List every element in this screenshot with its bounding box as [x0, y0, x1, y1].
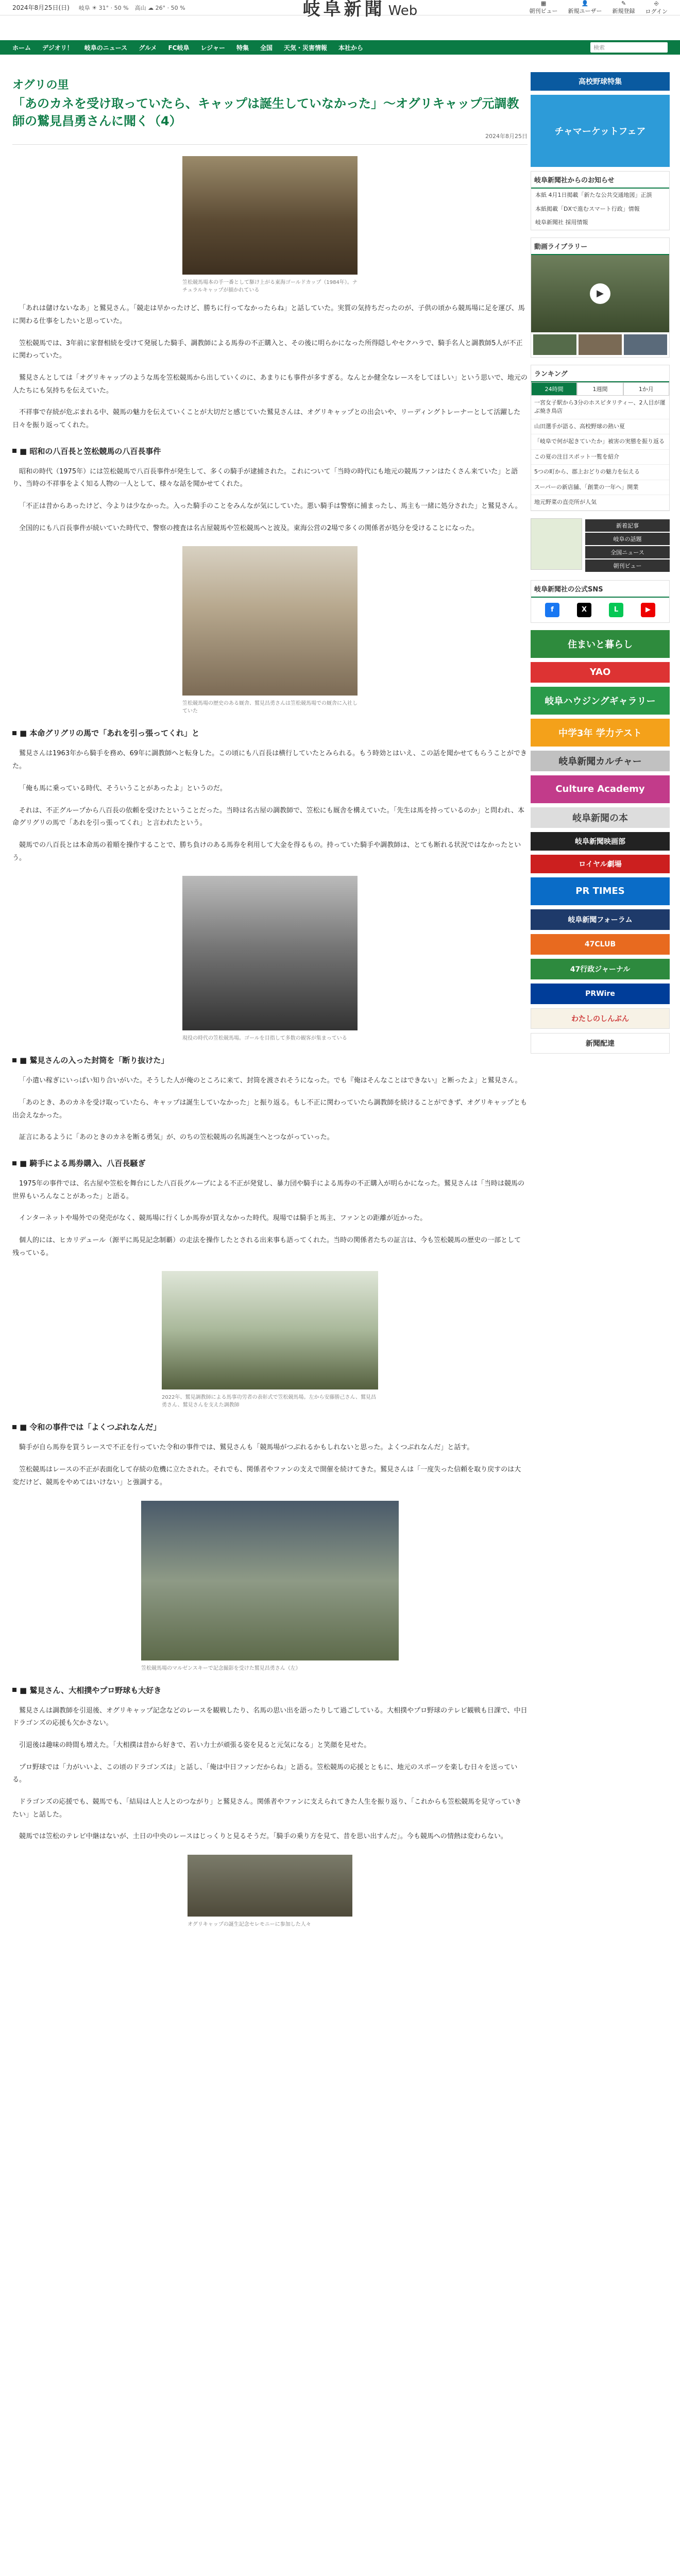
- photo-caption-5: 笠松競馬場のマルゼンスキーで記念撮影を受けた鷲見昌勇さん（左）: [141, 1665, 301, 1671]
- x-icon[interactable]: X: [577, 603, 591, 617]
- ranking-tab-24h[interactable]: 24時間: [531, 382, 577, 396]
- para: 鷲見さんは1963年から騎手を務め、69年に調教師へと転身した。この頃にも八百長は横行していたとみられる。もう時効とはいえ、この話を聞かせてもらうことができた。: [12, 750, 527, 771]
- para: 「あのとき、あのカネを受け取っていたら、キャップは誕生していなかった」と振り返る。もし不正に関わっていたら調教師を続けることができず、オグリキャップとも出会えなかった。: [12, 1098, 528, 1120]
- header-date: 2024年8月25日(日): [12, 4, 70, 11]
- para: それは、不正グループから八百長の依頼を受けたということだった。当時は名古屋の調教師で、笠松にも厩舎を構えていた。「先生は馬を持っているのか」と問われ、本命グリグリの馬で「あれを引っ張ってくれ」と言われたという。: [12, 806, 524, 827]
- ranking-item[interactable]: 一宮女子駅から3分のホスピタリティー、2人目が運ぶ焼き鳥店: [531, 396, 669, 419]
- para: インターネットや場外での発売がなく、競馬場に行くしか馬券が買えなかった時代。現場では騎手と馬主、ファンとの距離が近かった。: [19, 1214, 427, 1223]
- mini-button[interactable]: 朝刊ビュー: [585, 560, 670, 572]
- article-photo-2[interactable]: [182, 546, 358, 696]
- para: 証言にあるように「あのときのカネを断る勇気」が、のちの笠松競馬の名馬誕生へとつながっていった。: [19, 1133, 334, 1142]
- section-heading: ■ 本命グリグリの馬で「あれを引っ張ってくれ」と: [12, 727, 528, 738]
- youtube-icon[interactable]: ▶: [641, 603, 655, 617]
- login-icon[interactable]: ⎆ ログイン: [645, 0, 668, 15]
- ranking-item[interactable]: 5つの町から、郡上おどりの魅力を伝える: [531, 465, 669, 480]
- article-eyebrow: オグリの里: [12, 79, 69, 92]
- nav-company[interactable]: 本社から: [338, 44, 364, 52]
- mini-button[interactable]: 岐阜の話題: [585, 533, 670, 545]
- photo-caption-1: 笠松競馬場本の手一番として駆け上がる東海ゴールドカップ（1984年）。ナチュラルキャップが描かれている: [182, 280, 358, 294]
- video-player[interactable]: [531, 255, 669, 332]
- ad-banner[interactable]: 岐阜新聞映画部: [531, 832, 670, 851]
- ranking-item[interactable]: 山田選手が語る、高校野球の熱い夏: [531, 419, 669, 435]
- video-heading: 動画ライブラリー: [531, 238, 669, 255]
- ranking-item[interactable]: 地元野菜の直売所が人気: [531, 495, 669, 511]
- para: 競馬では笠松のテレビ中継はないが、土日の中央のレースはじっくりと見るそうだ。「騎手の乗り方を見て、昔を思い出すんだ」。今も競馬への情熱は変わらない。: [19, 1833, 507, 1841]
- photo-caption-3: 現役の時代の笠松競馬場。ゴールを目指して多数の観客が集まっている: [182, 1036, 347, 1042]
- article-photo-6[interactable]: [188, 1855, 352, 1917]
- notice-heading: 岐阜新聞社からのお知らせ: [531, 172, 669, 189]
- para: 引退後は趣味の時間も増えた。「大相撲は昔から好きで、若い力士が頑張る姿を見ると元気になる」と笑顔を見せた。: [19, 1741, 371, 1749]
- para: 笠松競馬はレースの不正が表面化して存続の危機に立たされた。それでも、関係者やファンの支えで開催を続けてきた。鷲見さんは「一度失った信頼を取り戻すのは大変だけど、競馬をやめてはいけない」と強調する。: [12, 1466, 521, 1486]
- nav-gifu-news[interactable]: 岐阜のニュース: [84, 44, 128, 52]
- banner-highschool-baseball[interactable]: 高校野球特集: [531, 72, 670, 91]
- para: 「小遣い稼ぎにいっぱい知り合いがいた。そうした人が俺のところに来て、封筒を渡されそうになった。でも『俺はそんなことはできない』と断ったよ」と鷲見さん。: [19, 1077, 522, 1085]
- ad-banner[interactable]: 住まいと暮らし: [531, 630, 670, 658]
- section-heading: ■ 騎手による馬券購入、八百長騒ぎ: [12, 1158, 528, 1168]
- video-thumb[interactable]: [533, 334, 576, 355]
- nav-gourmet[interactable]: グルメ: [139, 44, 157, 52]
- article-date: 2024年8月25日: [12, 132, 528, 145]
- para: 全国的にも八百長事件が続いていた時代で、警察の捜査は名古屋競馬や笠松競馬へと波及。東海公営の2場で多くの関係者が処分を受けることになった。: [19, 524, 479, 532]
- section-heading: ■ 鷲見さんの入った封筒を「断り抜けた」: [12, 1055, 528, 1065]
- nav-leisure[interactable]: レジャー: [200, 44, 225, 52]
- para: 鷲見さんとしては「オグリキャップのような馬を笠松競馬から出していくのに、あまりにも事件が多すぎる。なんとか健全なレースをしてほしい」という思いで、地元の人たちにも気持ちを伝えていた。: [12, 374, 528, 395]
- article-photo-3[interactable]: [182, 876, 358, 1030]
- photo-caption-6: オグリキャップの誕生記念セレモニーに参加した人々: [188, 1922, 311, 1927]
- nav-digiori[interactable]: デジオリ！: [42, 44, 73, 52]
- site-logo[interactable]: 岐阜新聞 Web: [302, 0, 418, 20]
- article-title: 「あのカネを受け取っていたら、キャップは誕生していなかった」～オグリキャップ元調教師の鷲見昌勇さんに聞く（4）: [12, 96, 519, 128]
- para: 昭和の時代（1975年）には笠松競馬で八百長事件が発生して、多くの騎手が逮捕された。これについて「当時の時代にも地元の競馬ファンはたくさん来ていた」と語り、当時の不祥事をよく知る人物の一人として、様々な話を聞かせてくれた。: [12, 467, 518, 488]
- nav-home[interactable]: ホーム: [12, 44, 31, 52]
- main-nav: [0, 40, 680, 55]
- play-icon[interactable]: ▶: [590, 283, 610, 304]
- sns-heading: 岐阜新聞社の公式SNS: [531, 581, 669, 598]
- ranking-box: [531, 365, 670, 511]
- register-icon[interactable]: ✎ 新規登録: [612, 0, 635, 14]
- para: 「あれは儲けないなあ」と鷲見さん。「競走は早かったけど、勝ちに行ってなかったらね」と話していた。実質の気持ちだったのが、子供の頃から競馬場に足を運び、馬に関わる仕事をしたいと思っていた。: [12, 304, 525, 325]
- ad-banner[interactable]: 岐阜新聞フォーラム: [531, 909, 670, 930]
- nav-national[interactable]: 全国: [260, 44, 273, 52]
- nav-fcgifu[interactable]: FC岐阜: [168, 44, 190, 52]
- para: 「俺も馬に乗っている時代、そういうことがあったよ」というのだ。: [19, 784, 227, 792]
- banner-market-fair[interactable]: チャマーケットフェア: [531, 95, 670, 167]
- mini-map[interactable]: [531, 518, 582, 570]
- photo-caption-2: 笠松競馬場の歴史のある厩舎、鷲見昌勇さんは笠松競馬場での厩舎に入社していた: [182, 701, 358, 715]
- video-thumb[interactable]: [624, 334, 667, 355]
- ad-banner[interactable]: PRWire: [531, 984, 670, 1004]
- ranking-item[interactable]: 「岐阜で何が起きていたか」被害の実態を振り返る: [531, 434, 669, 450]
- ad-banner[interactable]: わたしのしんぶん: [531, 1008, 670, 1029]
- ranking-tab-week[interactable]: 1週間: [577, 382, 623, 396]
- sidebar: [531, 72, 670, 1058]
- para: 不祥事で存続が危ぶまれる中、競馬の魅力を伝えていくことが大切だと感じていた鷲見さんは、オグリキャップとの出会いや、リーディングトレーナーとして活躍した日々を振り返ってくれた。: [12, 409, 521, 429]
- section-heading: ■ 昭和の八百長と笠松競馬の八百長事件: [12, 446, 528, 456]
- ad-banner[interactable]: ロイヤル劇場: [531, 855, 670, 873]
- mini-button[interactable]: 新着記事: [585, 519, 670, 532]
- top-bar: [0, 0, 680, 20]
- section-heading: ■ 令和の事件では「よくつぶれなんだ」: [12, 1421, 528, 1432]
- notice-box: [531, 171, 670, 230]
- article-photo-1[interactable]: [182, 156, 358, 275]
- ad-banner[interactable]: 新聞配達: [531, 1033, 670, 1054]
- facebook-icon[interactable]: f: [545, 603, 559, 617]
- para: 騎手が自ら馬券を買うレースで不正を行っていた令和の事件では、鷲見さんも「競馬場がつぶれるかもしれないと思った。よくつぶれなんだ」と話す。: [19, 1444, 474, 1452]
- para: 「不正は昔からあったけど、今よりは少なかった。入った騎手のことをみんなが気にしていた。悪い騎手は警察に捕まったし、馬主も一緒に処分された」と鷲見さん。: [19, 502, 522, 511]
- weather-city-2: 高山 ☁ 26° · 50 %: [134, 4, 185, 11]
- section-heading: ■ 鷲見さん、大相撲やプロ野球も大好き: [12, 1685, 528, 1696]
- ranking-tab-month[interactable]: 1か月: [623, 382, 669, 396]
- weather-widget: [79, 4, 185, 12]
- notice-item[interactable]: 本紙 4月1日掲載「新たな公共交通地図」正誤: [535, 192, 652, 198]
- mini-button[interactable]: 全国ニュース: [585, 546, 670, 558]
- notice-item[interactable]: 岐阜新聞社 採用情報: [535, 219, 588, 226]
- video-thumb[interactable]: [579, 334, 622, 355]
- ad-banner[interactable]: 岐阜ハウジングギャラリー: [531, 687, 670, 715]
- photo-caption-4: 2022年、鷲見調教師による馬事功労者の表彰式で笠松競馬場。左から安藤勝己さん、鷲見昌勇さん、鷲見さんを支えた調教師: [162, 1395, 377, 1409]
- sns-box: [531, 580, 670, 623]
- ad-banner[interactable]: Culture Academy: [531, 775, 670, 803]
- weather-city-1: 岐阜 ☀ 31° · 50 %: [78, 4, 129, 11]
- article-photo-5[interactable]: [141, 1501, 399, 1660]
- para: 個人的には、ヒカリデュール（源平に馬見記念制覇）の走法を操作したとされる出来事も語ってくれた。当時の関係者たちの証言は、今も笠松競馬の歴史の一部として残っている。: [12, 1236, 521, 1257]
- search-input[interactable]: 検索: [590, 42, 668, 53]
- ad-banner[interactable]: PR TIMES: [531, 877, 670, 905]
- nav-weather[interactable]: 天気・災害情報: [283, 44, 327, 52]
- para: 笠松競馬では、3年前に家督相続を受けて発展した騎手、調教師による馬券の不正購入と、その後に明らかになった所得隠しやセクハラで、騎手名人と調教師5人が不正に関わっていた。: [12, 339, 523, 360]
- para: プロ野球では「力がいいよ、この頃のドラゴンズは」と話し、「俺は中日ファンだからね」と語る。笠松競馬の応援とともに、地元のスポーツを楽しむ日々を送っている。: [12, 1763, 518, 1784]
- ad-banner[interactable]: 岐阜新聞カルチャー: [531, 751, 670, 771]
- header-icons: [530, 0, 668, 15]
- article: [12, 72, 528, 1927]
- epaper-icon[interactable]: ▦ 朝刊ビュー: [529, 0, 558, 14]
- para: 競馬での八百長とは本命馬の着順を操作することで、勝ち負けのある馬券を利用して大金を得るもの。持っていた騎手や調教師は、とても断れる状況ではなかったという。: [12, 841, 521, 862]
- ad-banner[interactable]: 中学3年 学力テスト: [531, 719, 670, 747]
- para: 1975年の事件では、名古屋や笠松を舞台にした八百長グループによる不正が発覚し、暴力団や騎手による馬券の不正購入が明らかになった。鷲見さんは「当時は競馬の世界もいろんなことがあった」と語る。: [12, 1180, 525, 1200]
- para: ドラゴンズの応援でも、競馬でも、「結局は人と人とのつながり」と鷲見さん。関係者やファンに支えられてきた人生を振り返り、「これからも笠松競馬を見守っていきたい」と話した。: [12, 1798, 522, 1819]
- notice-item[interactable]: 本紙掲載「DXで進むスマート行政」情報: [535, 205, 640, 212]
- ad-banner[interactable]: YAO: [531, 662, 670, 683]
- ranking-item[interactable]: この夏の注目スポット一覧を紹介: [531, 450, 669, 465]
- ranking-item[interactable]: スーパーの新店舗、「創業の一年へ」開業: [531, 480, 669, 496]
- ranking-heading: ランキング: [531, 365, 669, 382]
- nav-features[interactable]: 特集: [236, 44, 249, 52]
- ad-banner[interactable]: 47行政ジャーナル: [531, 959, 670, 979]
- article-photo-4[interactable]: [162, 1271, 378, 1389]
- line-icon[interactable]: L: [609, 603, 623, 617]
- ad-banner[interactable]: 47CLUB: [531, 934, 670, 955]
- para: 鷲見さんは調教師を引退後、オグリキャップ記念などのレースを観戦したり、名馬の思い出を語ったりして過ごしている。大相撲やプロ野球のテレビ観戦も日課で、中日ドラゴンズの応援も欠かさない。: [12, 1706, 528, 1727]
- ad-banner[interactable]: 岐阜新聞の本: [531, 807, 670, 828]
- video-library: [531, 238, 670, 358]
- new-user-icon[interactable]: 👤 新規ユーザー: [568, 0, 602, 14]
